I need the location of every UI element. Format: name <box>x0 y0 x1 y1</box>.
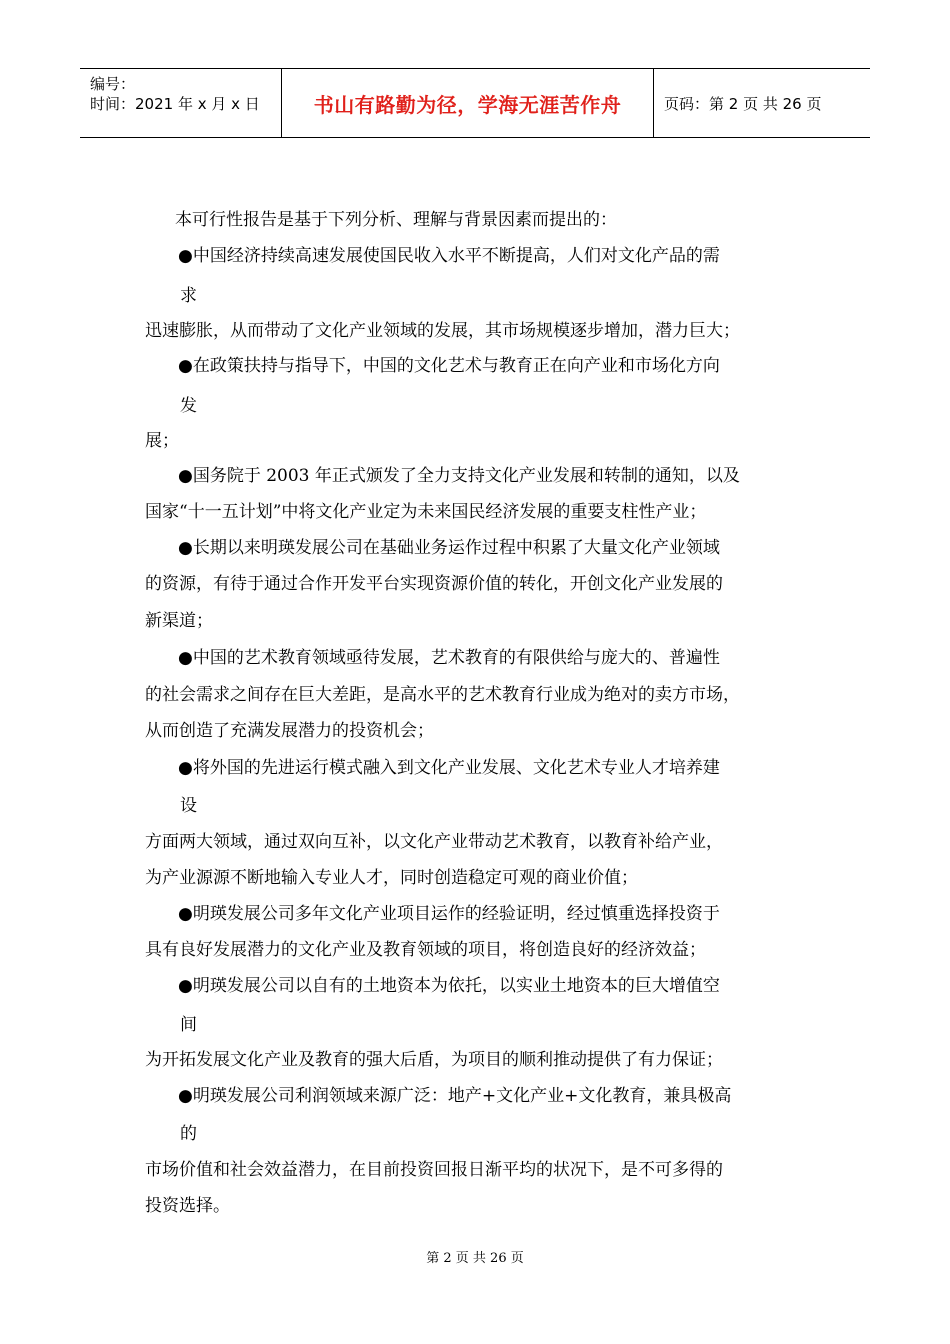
paragraph-line: ●长期以来明瑛发展公司在基础业务运作过程中积累了大量文化产业领域 <box>178 538 720 558</box>
paragraph-line: ●国务院于 2003 年正式颁发了全力支持文化产业发展和转制的通知，以及 <box>178 466 740 486</box>
paragraph-line: 新渠道； <box>145 611 213 631</box>
paragraph-line: 投资选择。 <box>145 1196 230 1216</box>
header-table <box>80 68 870 138</box>
paragraph-line: 方面两大领域，通过双向互补，以文化产业带动艺术教育，以教育补给产业， <box>145 832 723 852</box>
paragraph-line: 发 <box>180 396 197 416</box>
paragraph-line: 从而创造了充满发展潜力的投资机会； <box>145 721 434 741</box>
paragraph-line: ●明瑛发展公司利润领域来源广泛：地产+文化产业+文化教育，兼具极高 <box>178 1086 732 1106</box>
paragraph-line: 求 <box>180 286 197 306</box>
document-time-label: 时间：2021 年 x 月 x 日 <box>90 95 260 113</box>
paragraph-line: 展； <box>145 431 179 451</box>
header-motto-cell <box>282 69 654 137</box>
paragraph-line: ●明瑛发展公司多年文化产业项目运作的经验证明，经过慎重选择投资于 <box>178 904 720 924</box>
paragraph-line: 为开拓发展文化产业及教育的强大后盾，为项目的顺利推动提供了有力保证； <box>145 1050 723 1070</box>
header-page-info: 页码：第 2 页 共 26 页 <box>664 94 822 113</box>
paragraph-line: 迅速膨胀，从而带动了文化产业领域的发展，其市场规模逐步增加，潜力巨大； <box>145 321 740 341</box>
paragraph-line: 设 <box>180 796 197 816</box>
paragraph-line: 的资源，有待于通过合作开发平台实现资源价值的转化，开创文化产业发展的 <box>145 574 723 594</box>
paragraph-line: 市场价值和社会效益潜力，在目前投资回报日渐平均的状况下，是不可多得的 <box>145 1160 723 1180</box>
paragraph-line: 国家“十一五计划”中将文化产业定为未来国民经济发展的重要支柱性产业； <box>145 502 707 522</box>
paragraph-line: ●明瑛发展公司以自有的土地资本为依托，以实业土地资本的巨大增值空 <box>178 976 720 996</box>
document-number-label: 编号： <box>90 75 136 93</box>
motto-text: 书山有路勤为径，学海无涯苦作舟 <box>313 92 622 117</box>
paragraph-line: 的社会需求之间存在巨大差距，是高水平的艺术教育行业成为绝对的卖方市场， <box>145 685 740 705</box>
paragraph-line: 间 <box>180 1015 197 1035</box>
paragraph-line: 的 <box>180 1124 197 1144</box>
page-footer: 第 2 页 共 26 页 <box>426 1251 524 1266</box>
header-meta-cell <box>80 69 282 137</box>
paragraph-line: 本可行性报告是基于下列分析、理解与背景因素而提出的： <box>175 210 617 230</box>
paragraph-line: ●将外国的先进运行模式融入到文化产业发展、文化艺术专业人才培养建 <box>178 758 720 778</box>
paragraph-line: ●在政策扶持与指导下，中国的文化艺术与教育正在向产业和市场化方向 <box>178 356 720 376</box>
header-page-cell <box>654 69 870 137</box>
paragraph-line: 为产业源源不断地输入专业人才，同时创造稳定可观的商业价值； <box>145 868 638 888</box>
paragraph-line: 具有良好发展潜力的文化产业及教育领域的项目，将创造良好的经济效益； <box>145 940 706 960</box>
paragraph-line: ●中国经济持续高速发展使国民收入水平不断提高，人们对文化产品的需 <box>178 246 720 266</box>
paragraph-line: ●中国的艺术教育领域亟待发展，艺术教育的有限供给与庞大的、普遍性 <box>178 648 720 668</box>
